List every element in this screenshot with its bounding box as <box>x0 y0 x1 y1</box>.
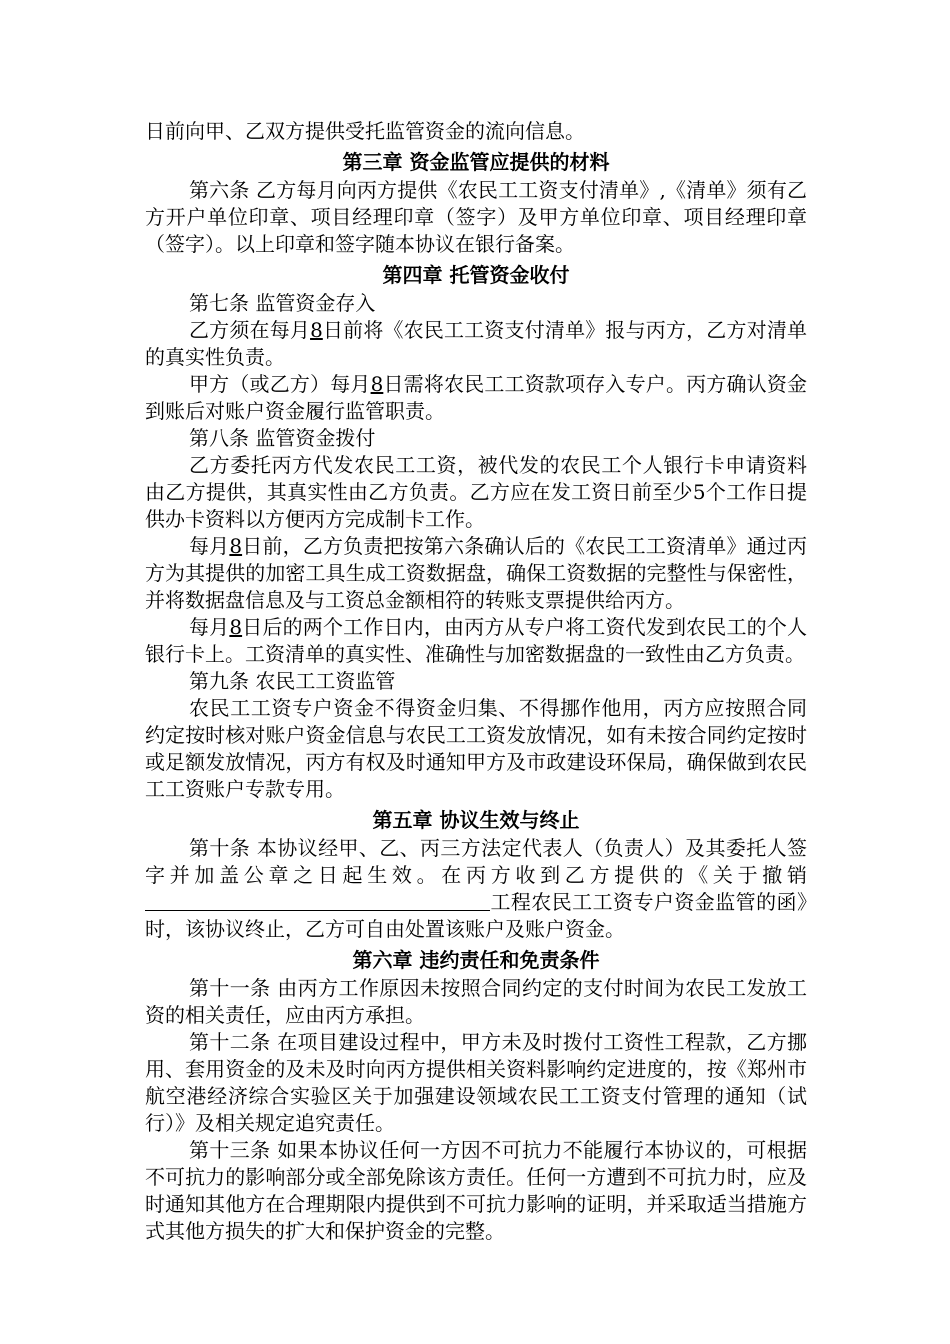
day-number: 8 <box>310 318 323 342</box>
article-8-para-1: 乙方委托丙方代发农民工工资，被代发的农民工个人银行卡申请资料由乙方提供，其真实性由乙方负责。乙方应在发工资日前至少5个工作日提供办卡资料以方便丙方完成制卡工作。 <box>145 453 807 531</box>
article-8-para-2: 每月8日前，乙方负责把按第六条确认后的《农民工工资清单》通过丙方为其提供的加密工具生成工资数据盘，确保工资数据的完整性与保密性，并将数据盘信息及与工资总金额相符的转账支票提供给丙方。 <box>145 534 808 612</box>
article-8-para-3: 每月8日后的两个工作日内，由丙方从专户将工资代发到农民工的个人银行卡上。工资清单的真实性、准确性与加密数据盘的一致性由乙方负责。 <box>145 615 808 666</box>
day-number: 8 <box>229 615 243 639</box>
article-8-title: 第八条 监管资金拨付 <box>189 426 376 450</box>
chapter-4-heading: 第四章 托管资金收付 <box>382 263 570 287</box>
article-9-para: 农民工工资专户资金不得资金归集、不得挪作他用，丙方应按照合同约定按时核对账户资金信息与农民工工资发放情况，如有未按合同约定按时或足额发放情况，丙方有权及时通知甲方及市政建设环保局，确保做到农民工工资账户专款专用。 <box>145 696 807 801</box>
day-number: 8 <box>370 372 384 396</box>
article-9-title: 第九条 农民工工资监管 <box>189 669 396 693</box>
article-10: 第十条 本协议经甲、乙、丙三方法定代表人（负责人）及其委托人签字并加盖公章之日起生效。在丙方收到乙方提供的《关于撤销工程农民工工资专户资金监管的函》时，该协议终止，乙方可自由处置该账户及账户资金。 <box>145 836 807 941</box>
article-7-title: 第七条 监管资金存入 <box>189 291 376 315</box>
chapter-5-heading: 第五章 协议生效与终止 <box>372 808 580 832</box>
chapter-3-heading: 第三章 资金监管应提供的材料 <box>342 150 610 174</box>
chapter-6-heading: 第六章 违约责任和免责条件 <box>352 948 600 972</box>
article-7-para-1: 乙方须在每月8日前将《农民工工资支付清单》报与丙方，乙方对清单的真实性负责。 <box>145 318 808 369</box>
article-12: 第十二条 在项目建设过程中，甲方未及时拨付工资性工程款，乙方挪用、套用资金的及未及时向丙方提供相关资料影响约定进度的，按《郑州市航空港经济综合实验区关于加强建设领域农民工工资支付管理的通知（试行）》及相关规定追究责任。 <box>145 1030 807 1135</box>
blank-fill-line <box>145 892 490 911</box>
article-13: 第十三条 如果本协议任何一方因不可抗力不能履行本协议的，可根据不可抗力的影响部分或全部免除该方责任。任何一方遭到不可抗力时，应及时通知其他方在合理期限内提供到不可抗力影响的证明，并采取适当措施方式其他方损失的扩大和保护资金的完整。 <box>145 1138 807 1243</box>
article-6: 第六条 乙方每月向丙方提供《农民工工资支付清单》,《清单》须有乙方开户单位印章、项目经理印章（签字）及甲方单位印章、项目经理印章（签字）。以上印章和签字随本协议在银行备案。 <box>145 178 807 256</box>
day-number: 8 <box>229 534 243 558</box>
document-body <box>145 118 807 1245</box>
article-7-para-2: 甲方（或乙方）每月8日需将农民工工资款项存入专户。丙方确认资金到账后对账户资金履行监管职责。 <box>145 372 808 423</box>
paragraph-continuation: 日前向甲、乙双方提供受托监管资金的流向信息。 <box>145 119 585 143</box>
article-11: 第十一条 由丙方工作原因未按照合同约定的支付时间为农民工发放工资的相关责任，应由丙方承担。 <box>145 976 807 1027</box>
